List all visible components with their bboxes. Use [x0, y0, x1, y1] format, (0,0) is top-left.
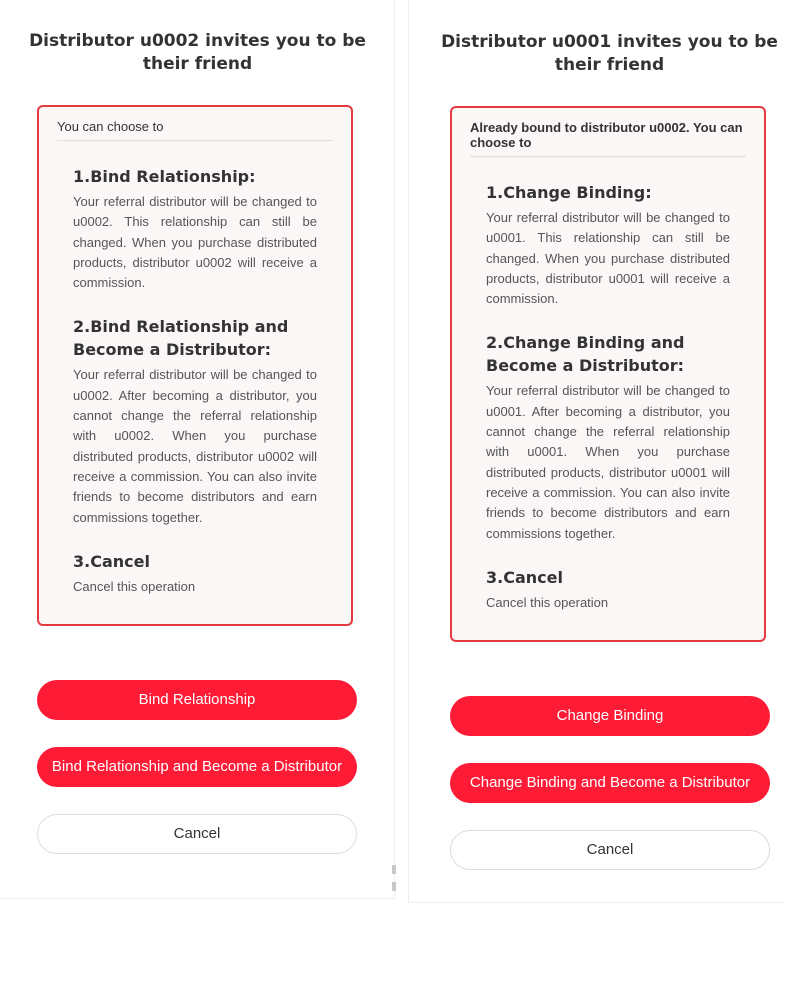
option-description: Cancel this operation [73, 578, 196, 594]
option-bind-relationship [73, 165, 317, 293]
cancel-button[interactable]: Cancel [450, 830, 770, 870]
option-cancel [486, 566, 730, 613]
option-change-and-become-distributor [486, 331, 730, 543]
page-title: Distributor u0002 invites you to be their friend [29, 31, 366, 74]
option-title: 2.Bind Relationship and Become a Distributor: [73, 317, 289, 360]
bind-relationship-button[interactable]: Bind Relationship [37, 680, 357, 720]
option-description: Your referral distributor will be changed to u0001. After becoming a distributor, you cannot change the referral relationship with u0001. When you purchase distributed products, distributor u0001 will receive a commission. You can also invite friends to become distributors and earn commissions together. [486, 383, 730, 541]
option-description: Your referral distributor will be changed to u0002. After becoming a distributor, you cannot change the referral relationship with u0002. When you purchase distributed products, distributor u0002 will receive a commission. You can also invite friends to become distributors and earn commissions together. [73, 367, 317, 525]
invite-panel-right [408, 0, 785, 903]
cancel-button[interactable]: Cancel [37, 814, 357, 854]
invite-panel-left [0, 0, 395, 899]
option-bind-and-become-distributor [73, 315, 317, 527]
option-title: 3.Cancel [486, 567, 563, 587]
options-intro: Already bound to distributor u0002. You can choose to [470, 108, 746, 157]
options-box [37, 105, 353, 626]
option-title: 1.Change Binding: [486, 183, 652, 202]
bind-and-become-distributor-button[interactable]: Bind Relationship and Become a Distributor [37, 747, 357, 787]
change-binding-and-become-distributor-button[interactable]: Change Binding and Become a Distributor [450, 763, 770, 803]
option-description: Your referral distributor will be changed to u0002. This relationship can still be changed. When you purchase distributed products, distributor u0002 will receive a commission. [73, 194, 317, 291]
option-title: 3.Cancel [73, 551, 150, 571]
option-cancel [73, 550, 317, 597]
change-binding-button[interactable]: Change Binding [450, 696, 770, 736]
options-box [450, 106, 766, 642]
scrollbar[interactable] [392, 865, 397, 891]
option-description: Your referral distributor will be changed to u0001. This relationship can still be changed. When you purchase distributed products, distributor u0001 will receive a commission. [486, 210, 730, 307]
scrollbar-thumb[interactable] [392, 882, 396, 891]
page-title: Distributor u0001 invites you to be their friend [441, 32, 778, 75]
option-title: 2.Change Binding and Become a Distributor: [486, 333, 685, 376]
options-intro: You can choose to [57, 107, 333, 141]
option-description: Cancel this operation [486, 594, 609, 610]
option-title: 1.Bind Relationship: [73, 167, 256, 186]
scrollbar-thumb[interactable] [392, 865, 396, 874]
option-change-binding [486, 181, 730, 309]
